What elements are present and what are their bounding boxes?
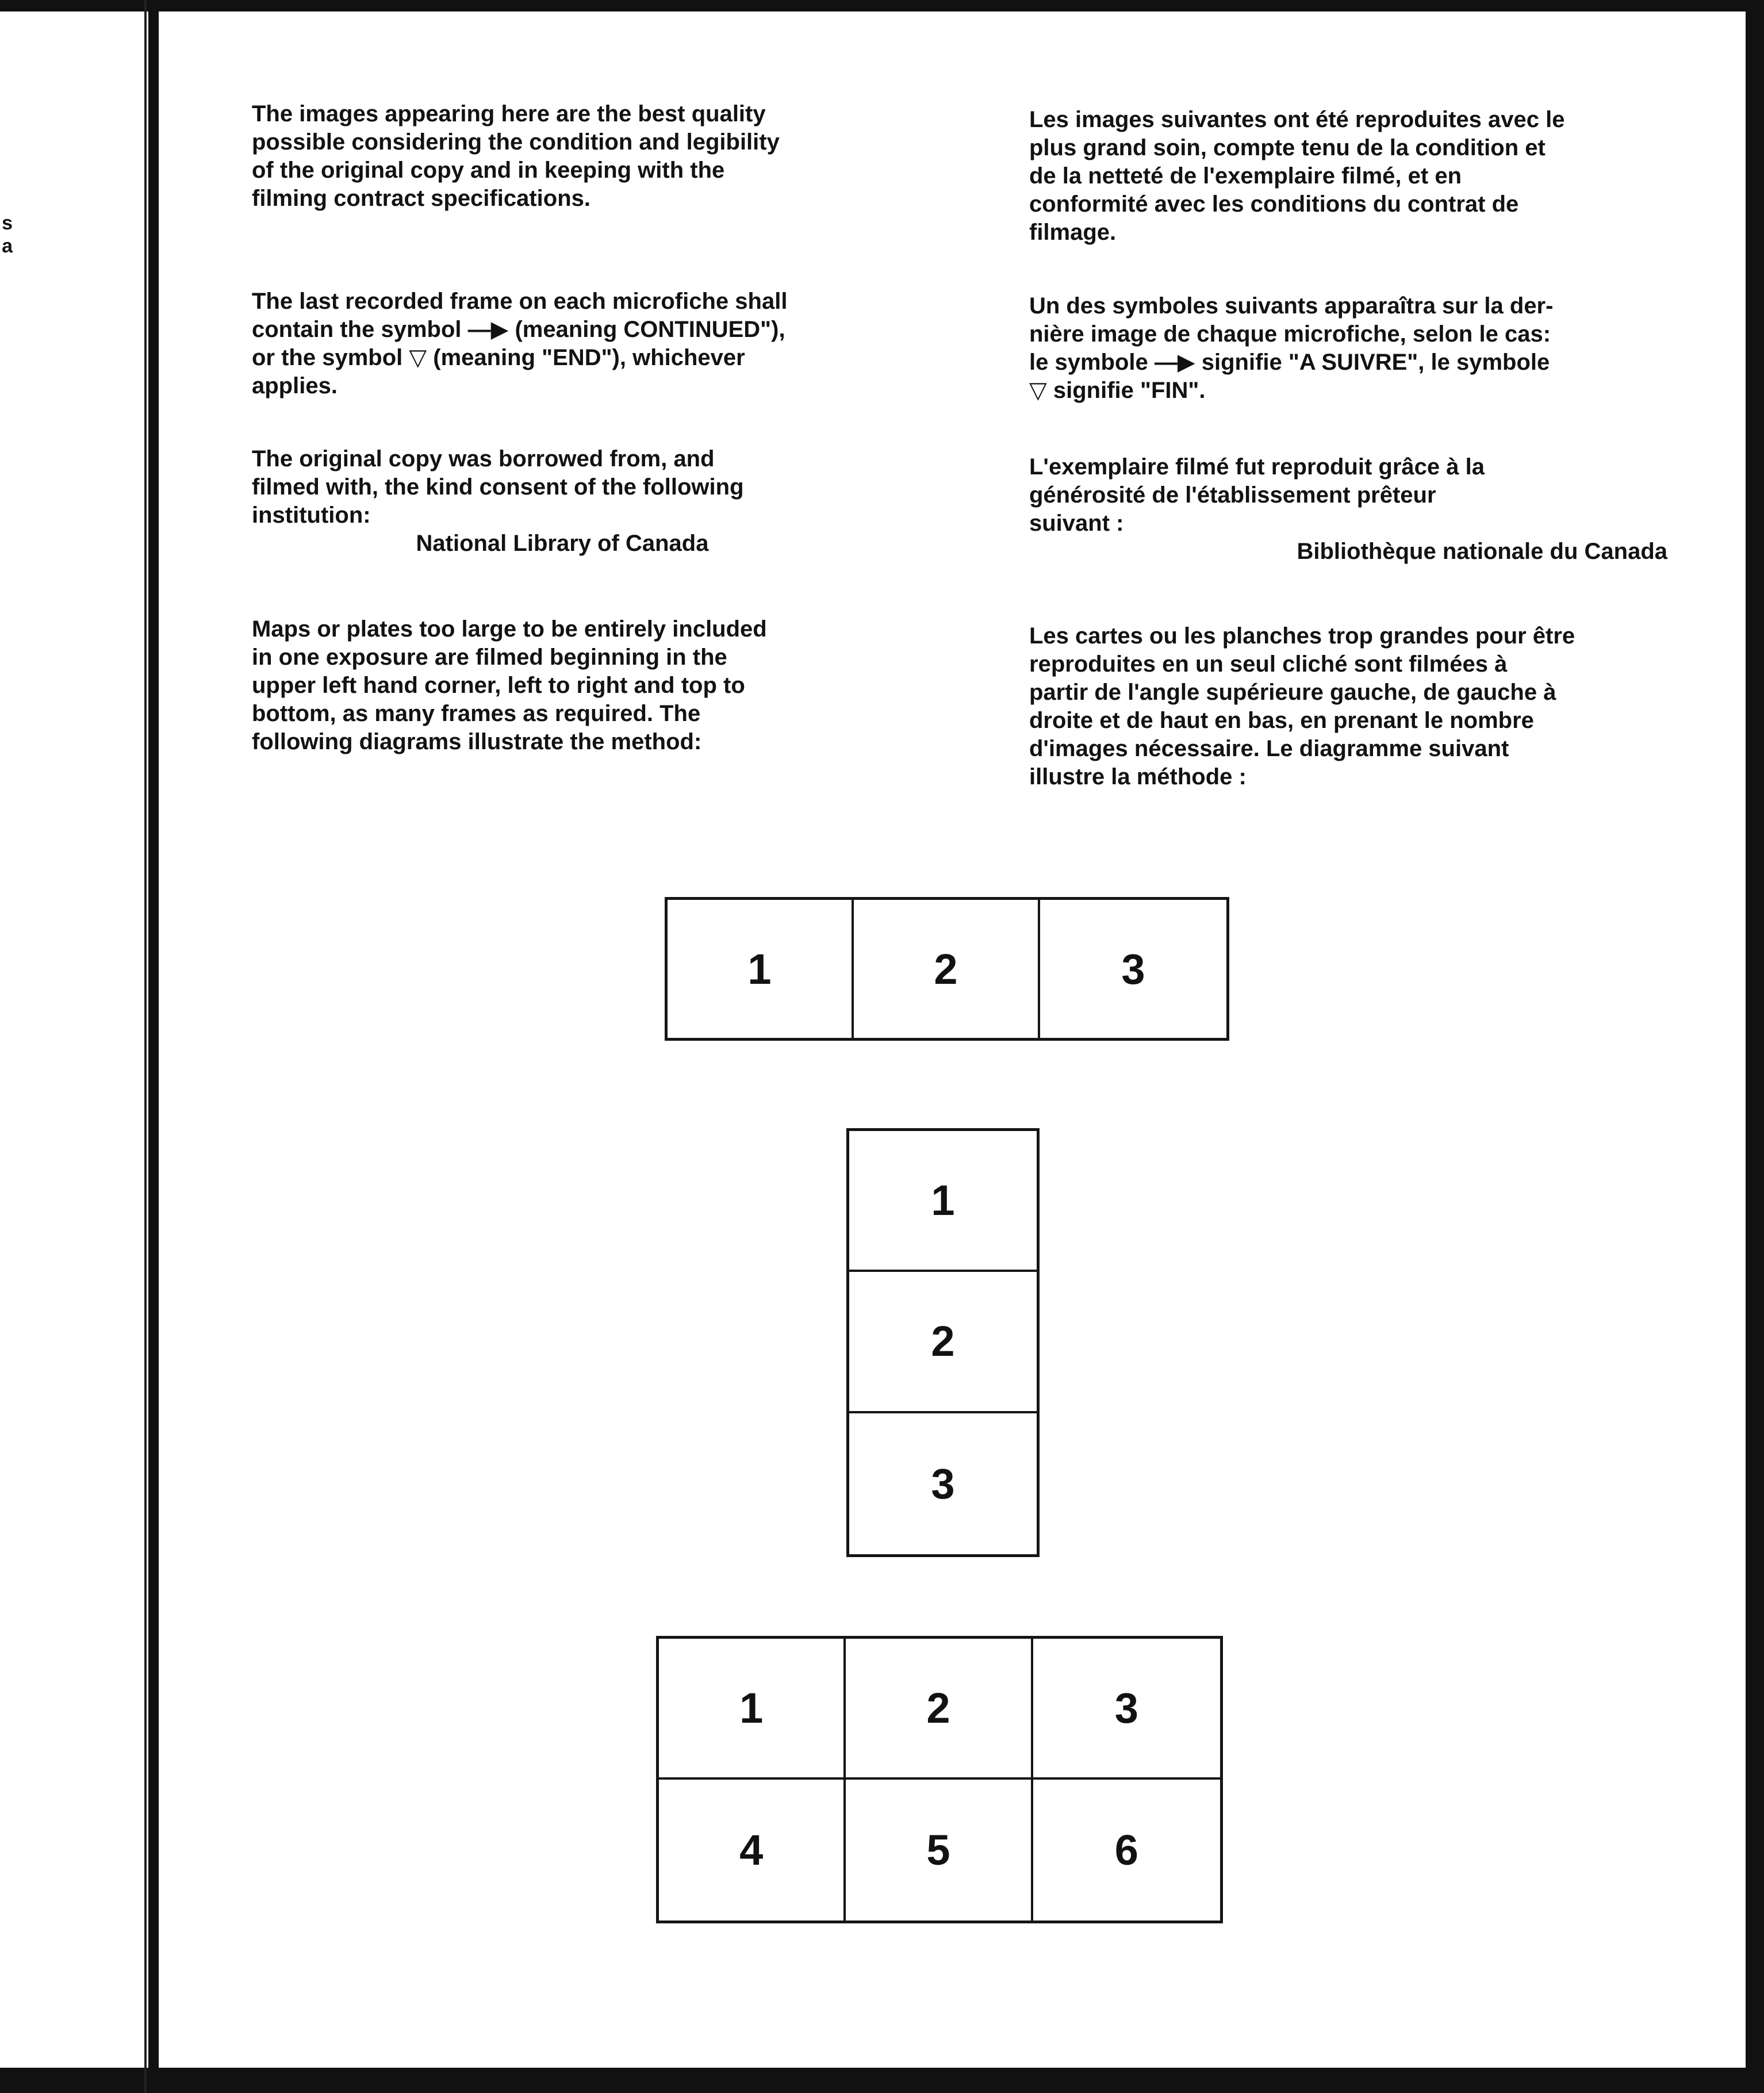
frame-cell: 1: [668, 900, 854, 1038]
text-line: L'exemplaire filmé fut reproduit grâce à la: [1029, 454, 1485, 480]
text-line: de la netteté de l'exemplaire filmé, et en: [1029, 163, 1462, 189]
institution-name: Bibliothèque nationale du Canada: [1297, 539, 1667, 564]
text-line: filmage.: [1029, 220, 1117, 245]
vertical-frame-diagram: [846, 1128, 1040, 1557]
film-border-right: [1746, 0, 1764, 2093]
english-quality-notice: [252, 100, 873, 213]
text-line: illustre la méthode :: [1029, 764, 1247, 789]
text-line: Maps or plates too large to be entirely included: [252, 616, 767, 642]
french-quality-notice: [1029, 106, 1656, 247]
french-maps-notice: [1029, 622, 1656, 791]
french-symbol-notice: [1029, 292, 1656, 405]
previous-frame-fragment: s: [2, 212, 13, 234]
text-line: The original copy was borrowed from, and: [252, 446, 715, 471]
frame-cell: 3: [931, 1459, 955, 1508]
text-line: Un des symboles suivants apparaîtra sur la der-: [1029, 293, 1554, 319]
film-border-bottom: [0, 2068, 1764, 2093]
frame-cell: 6: [1114, 1826, 1138, 1874]
text-line: conformité avec les conditions du contrat de: [1029, 191, 1519, 217]
text-line: générosité de l'établissement prêteur: [1029, 482, 1436, 508]
text-line: suivant :: [1029, 511, 1124, 536]
text-line: le symbole —▶ signifie "A SUIVRE", le symbole: [1029, 350, 1550, 375]
text-line: plus grand soin, compte tenu de la condition et: [1029, 135, 1546, 160]
text-line: droite et de haut en bas, en prenant le nombre: [1029, 708, 1534, 733]
text-line: applies.: [252, 373, 338, 398]
text-line: The last recorded frame on each microfiche shall: [252, 289, 788, 314]
institution-name: National Library of Canada: [416, 531, 709, 556]
text-line: or the symbol ▽ (meaning "END"), whichever: [252, 345, 745, 370]
english-maps-notice: [252, 615, 873, 756]
text-line: contain the symbol —▶ (meaning CONTINUED"),: [252, 317, 785, 342]
text-line: reproduites en un seul cliché sont filmées à: [1029, 651, 1508, 677]
frame-cell: 2: [854, 900, 1040, 1038]
film-border-top: [0, 0, 1764, 12]
frame-cell: 3: [1121, 945, 1145, 993]
french-source-notice: [1029, 453, 1667, 566]
frame-divider: [148, 0, 159, 2093]
text-line: Les images suivantes ont été reproduites avec le: [1029, 107, 1565, 132]
text-line: bottom, as many frames as required. The: [252, 701, 701, 726]
text-line: filming contract specifications.: [252, 186, 591, 211]
frame-cell: 4: [659, 1780, 846, 1920]
text-line: institution:: [252, 503, 371, 528]
frame-divider-thin: [144, 0, 147, 2093]
horizontal-frame-diagram: [665, 897, 1229, 1041]
text-line: nière image de chaque microfiche, selon le cas:: [1029, 321, 1551, 347]
previous-frame-fragment: a: [2, 235, 13, 257]
english-source-notice: [252, 445, 873, 558]
text-line: The images appearing here are the best quality: [252, 101, 766, 126]
text-line: partir de l'angle supérieure gauche, de gauche à: [1029, 680, 1556, 705]
text-line: filmed with, the kind consent of the following: [252, 474, 744, 500]
text-line: d'images nécessaire. Le diagramme suivant: [1029, 736, 1509, 761]
english-symbol-notice: [252, 288, 873, 400]
frame-cell: 3: [1033, 1639, 1220, 1780]
frame-cell: 2: [846, 1639, 1033, 1780]
text-line: in one exposure are filmed beginning in the: [252, 645, 727, 670]
frame-cell: 2: [849, 1272, 1037, 1413]
text-line: upper left hand corner, left to right and top to: [252, 673, 745, 698]
text-line: ▽ signifie "FIN".: [1029, 378, 1206, 403]
text-line: following diagrams illustrate the method:: [252, 729, 702, 754]
frame-cell: 1: [659, 1639, 846, 1780]
grid-frame-diagram: [656, 1636, 1223, 1923]
frame-cell: 5: [846, 1780, 1033, 1920]
frame-cell: 1: [849, 1131, 1037, 1272]
text-line: possible considering the condition and legibility: [252, 129, 780, 155]
text-line: of the original copy and in keeping with the: [252, 158, 725, 183]
text-line: Les cartes ou les planches trop grandes pour être: [1029, 623, 1575, 649]
